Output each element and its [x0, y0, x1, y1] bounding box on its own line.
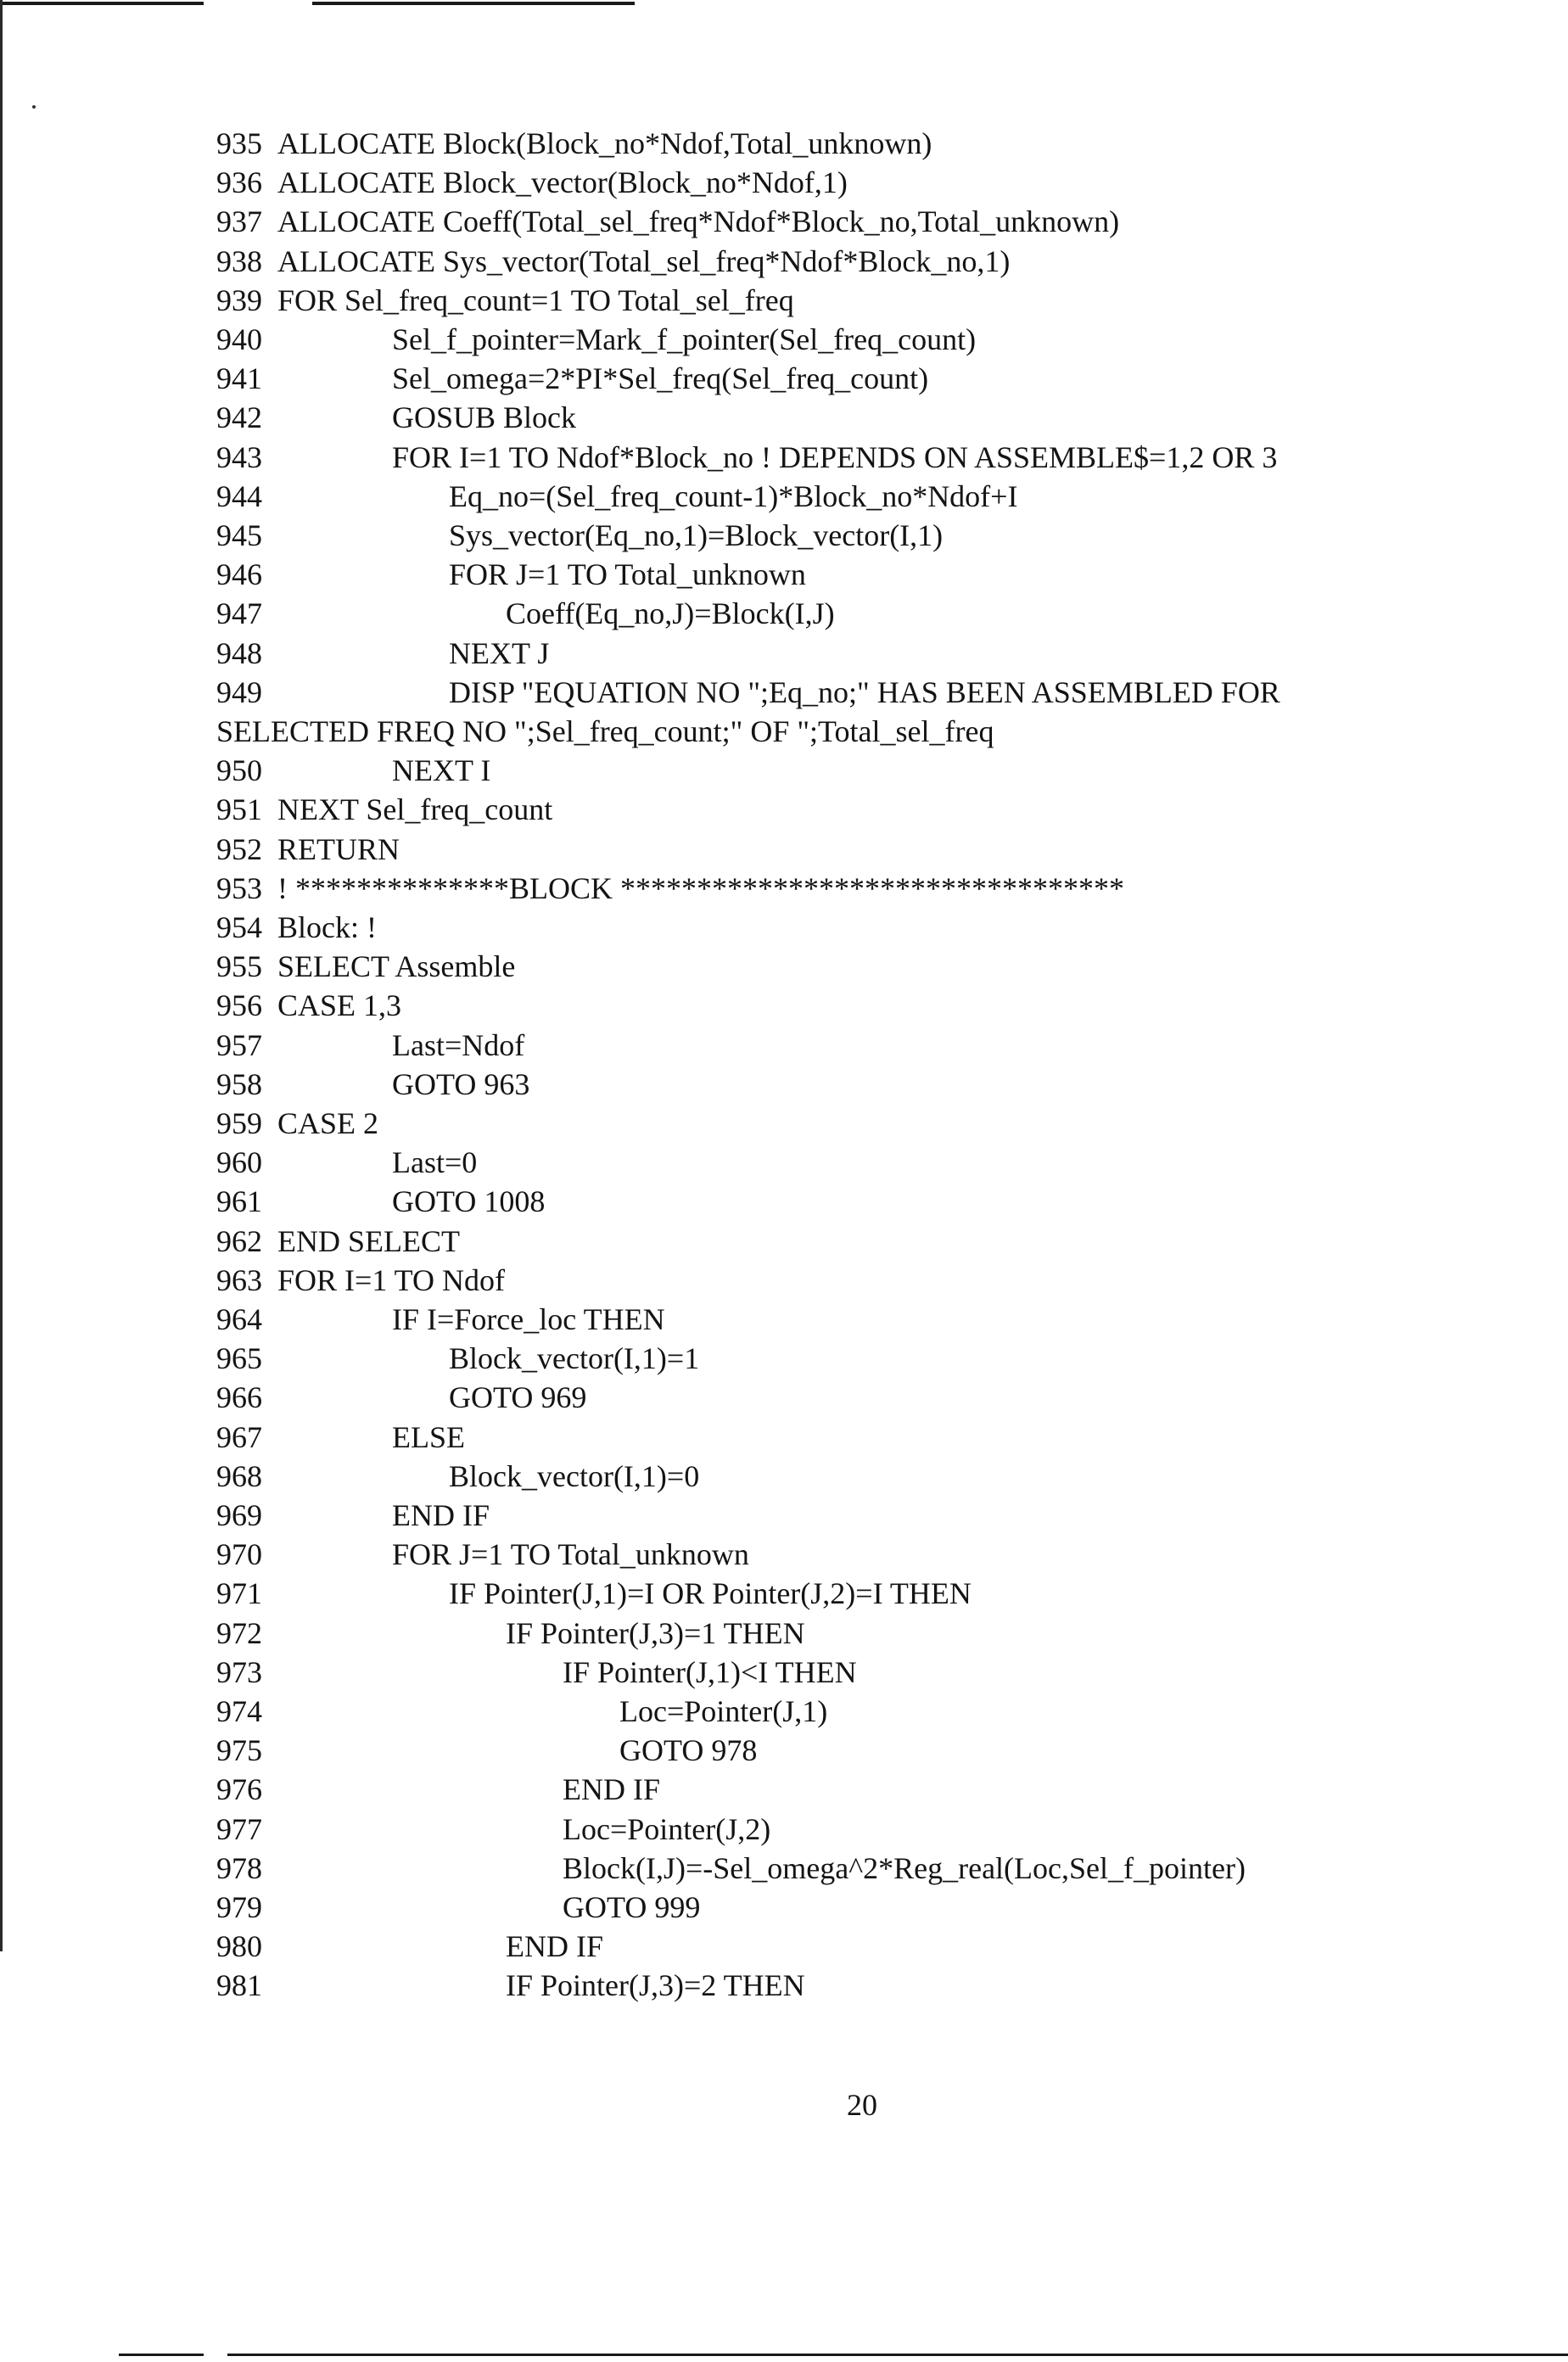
line-number: 958 [216, 1067, 262, 1101]
code-text: FOR J=1 TO Total_unknown [449, 557, 806, 591]
code-text: ALLOCATE Block(Block_no*Ndof,Total_unknown) [277, 126, 932, 160]
code-text: FOR Sel_freq_count=1 TO Total_sel_freq [277, 283, 794, 317]
code-text: Loc=Pointer(J,1) [619, 1694, 828, 1728]
line-number: 976 [216, 1772, 262, 1806]
line-number: 945 [216, 518, 262, 552]
line-number: 965 [216, 1341, 262, 1375]
line-number: 946 [216, 557, 262, 591]
code-text: CASE 1,3 [277, 988, 402, 1022]
code-text: RETURN [277, 832, 400, 866]
line-number: 960 [216, 1145, 262, 1179]
line-number: 971 [216, 1576, 262, 1610]
line-number: 952 [216, 832, 262, 866]
line-number: 943 [216, 440, 262, 474]
line-number: 980 [216, 1929, 262, 1963]
code-text: Last=Ndof [392, 1028, 525, 1062]
line-number: 938 [216, 244, 262, 278]
code-text: END IF [392, 1498, 490, 1532]
line-number: 954 [216, 910, 262, 944]
line-number: 974 [216, 1694, 262, 1728]
code-text: ! **************BLOCK ********************************* [277, 871, 1124, 905]
line-number: 961 [216, 1184, 262, 1218]
code-text: IF Pointer(J,1)<I THEN [563, 1655, 857, 1689]
line-number: 944 [216, 479, 262, 513]
code-text: IF Pointer(J,3)=1 THEN [506, 1616, 805, 1650]
code-text: GOTO 999 [563, 1890, 701, 1924]
line-number: 940 [216, 322, 262, 356]
code-text: IF I=Force_loc THEN [392, 1302, 665, 1336]
code-text: Sel_omega=2*PI*Sel_freq(Sel_freq_count) [392, 361, 929, 395]
line-number: 978 [216, 1851, 262, 1885]
line-number: 968 [216, 1459, 262, 1493]
line-number: 970 [216, 1537, 262, 1571]
code-text: FOR J=1 TO Total_unknown [392, 1537, 749, 1571]
code-text: CASE 2 [277, 1106, 379, 1140]
code-text: ALLOCATE Coeff(Total_sel_freq*Ndof*Block_no,Total_unknown) [277, 204, 1120, 238]
line-number: 948 [216, 636, 262, 670]
bottom-border-rule [227, 2354, 1568, 2356]
line-number: 967 [216, 1420, 262, 1454]
line-number: 966 [216, 1380, 262, 1414]
line-number: 951 [216, 792, 262, 826]
line-number: 935 [216, 126, 262, 160]
line-number: 941 [216, 361, 262, 395]
code-text: NEXT I [392, 753, 491, 787]
scan-edge-shadow [0, 0, 3, 1951]
code-text: END IF [506, 1929, 603, 1963]
code-text: Block_vector(I,1)=1 [449, 1341, 700, 1375]
code-text: ELSE [392, 1420, 465, 1454]
line-number: 972 [216, 1616, 262, 1650]
code-text: NEXT Sel_freq_count [277, 792, 553, 826]
line-number: 957 [216, 1028, 262, 1062]
line-number: 963 [216, 1263, 262, 1297]
line-number: 947 [216, 596, 262, 630]
line-number: 975 [216, 1733, 262, 1767]
line-number: 977 [216, 1812, 262, 1846]
code-text: Eq_no=(Sel_freq_count-1)*Block_no*Ndof+I [449, 479, 1018, 513]
code-text: Coeff(Eq_no,J)=Block(I,J) [506, 596, 835, 630]
code-text: Block(I,J)=-Sel_omega^2*Reg_real(Loc,Sel_f_pointer) [563, 1851, 1246, 1885]
line-number: 956 [216, 988, 262, 1022]
code-text: END IF [563, 1772, 660, 1806]
code-text: FOR I=1 TO Ndof [277, 1263, 505, 1297]
line-number: 969 [216, 1498, 262, 1532]
code-text: GOTO 978 [619, 1733, 758, 1767]
code-text: DISP "EQUATION NO ";Eq_no;" HAS BEEN ASSEMBLED FOR [449, 675, 1280, 709]
scan-speck [32, 105, 36, 109]
code-text: FOR I=1 TO Ndof*Block_no ! DEPENDS ON ASSEMBLE$=1,2 OR 3 [392, 440, 1278, 474]
code-text: GOSUB Block [392, 400, 577, 434]
code-text: ALLOCATE Block_vector(Block_no*Ndof,1) [277, 165, 848, 199]
line-number: 953 [216, 871, 262, 905]
line-number: 955 [216, 949, 262, 983]
code-text: END SELECT [277, 1224, 460, 1258]
code-text: Last=0 [392, 1145, 478, 1179]
line-number: 939 [216, 283, 262, 317]
line-number: 981 [216, 1968, 262, 2002]
line-number: 962 [216, 1224, 262, 1258]
code-text: GOTO 1008 [392, 1184, 546, 1218]
code-text: Sel_f_pointer=Mark_f_pointer(Sel_freq_count) [392, 322, 977, 356]
line-number: 942 [216, 400, 262, 434]
top-border-rule [0, 2, 204, 5]
line-number: 950 [216, 753, 262, 787]
code-text: NEXT J [449, 636, 550, 670]
code-text: Sys_vector(Eq_no,1)=Block_vector(I,1) [449, 518, 944, 552]
code-text: GOTO 963 [392, 1067, 530, 1101]
code-text: SELECT Assemble [277, 949, 516, 983]
line-number: 936 [216, 165, 262, 199]
bottom-border-rule [119, 2354, 204, 2356]
code-text: IF Pointer(J,1)=I OR Pointer(J,2)=I THEN [449, 1576, 972, 1610]
code-text: IF Pointer(J,3)=2 THEN [506, 1968, 805, 2002]
code-continuation-text: SELECTED FREQ NO ";Sel_freq_count;" OF ";Total_sel_freq [216, 714, 994, 748]
page-number: 20 [847, 2088, 877, 2122]
line-number: 973 [216, 1655, 262, 1689]
code-text: GOTO 969 [449, 1380, 587, 1414]
line-number: 949 [216, 675, 262, 709]
code-text: ALLOCATE Sys_vector(Total_sel_freq*Ndof*Block_no,1) [277, 244, 1011, 278]
line-number: 964 [216, 1302, 262, 1336]
code-text: Block: ! [277, 910, 377, 944]
code-text: Block_vector(I,1)=0 [449, 1459, 700, 1493]
line-number: 937 [216, 204, 262, 238]
code-text: Loc=Pointer(J,2) [563, 1812, 771, 1846]
line-number: 959 [216, 1106, 262, 1140]
line-number: 979 [216, 1890, 262, 1924]
top-border-rule [312, 2, 635, 5]
